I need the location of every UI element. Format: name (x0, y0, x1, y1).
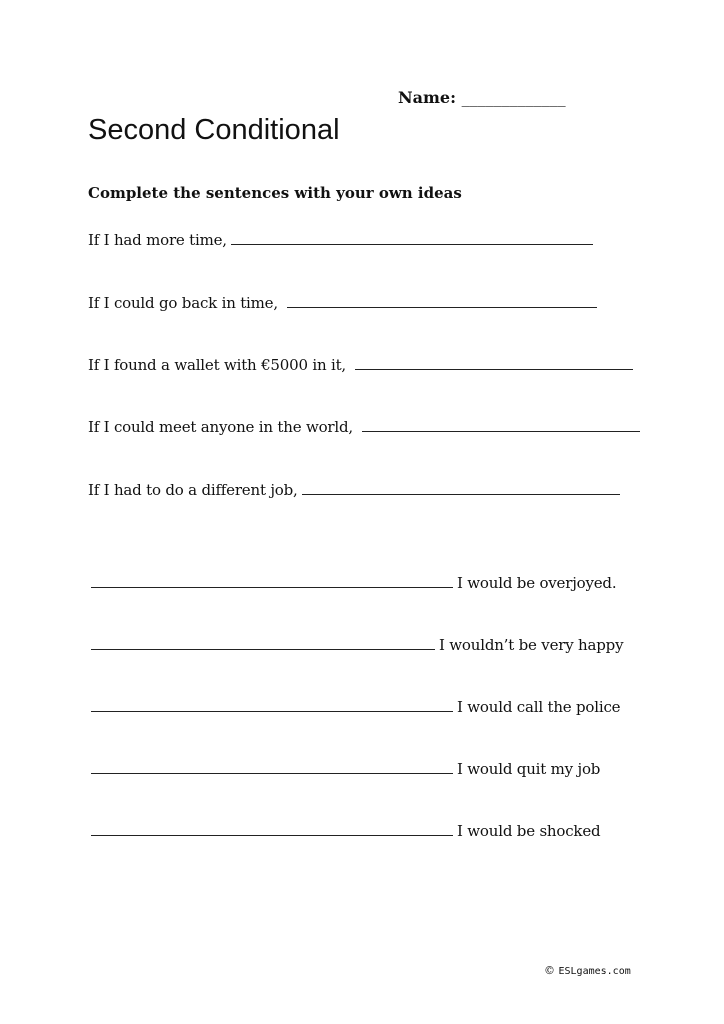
name-blank: _____________ (461, 88, 566, 107)
sentence-item (91, 759, 600, 778)
sentence-ending: I would quit my job (457, 760, 601, 778)
sentence-prompt: If I had to do a different job, (88, 481, 298, 499)
instruction-text: Complete the sentences with your own ideas (88, 184, 462, 202)
answer-blank (362, 417, 640, 432)
answer-blank (91, 759, 453, 774)
page-title: Second Conditional (88, 114, 340, 146)
sentence-item (88, 230, 593, 249)
sentence-item (88, 480, 620, 499)
answer-blank (91, 635, 435, 650)
sentence-prompt: If I found a wallet with €5000 in it, (88, 356, 346, 374)
answer-blank (302, 480, 620, 495)
sentence-item (88, 355, 633, 374)
sentence-prompt: If I had more time, (88, 231, 227, 249)
answer-blank (91, 573, 453, 588)
answer-blank (91, 697, 453, 712)
site-name: ESLgames.com (558, 966, 631, 977)
answer-blank (91, 821, 453, 836)
name-field (398, 88, 566, 107)
sentence-prompt: If I could go back in time, (88, 294, 278, 312)
answer-blank (231, 230, 593, 245)
sentence-ending: I would be overjoyed. (457, 574, 617, 592)
answer-blank (287, 293, 597, 308)
sentence-item (91, 635, 623, 654)
answer-blank (355, 355, 633, 370)
copyright-notice (544, 964, 631, 977)
copyright-icon: © (544, 964, 555, 977)
sentence-ending: I wouldn’t be very happy (439, 636, 624, 654)
name-label: Name: (398, 88, 457, 107)
sentence-ending: I would call the police (457, 698, 621, 716)
sentence-item (91, 573, 616, 592)
sentence-prompt: If I could meet anyone in the world, (88, 418, 353, 436)
sentence-item (88, 293, 597, 312)
sentence-item (88, 417, 640, 436)
sentence-item (91, 821, 600, 840)
sentence-item (91, 697, 620, 716)
sentence-ending: I would be shocked (457, 822, 601, 840)
